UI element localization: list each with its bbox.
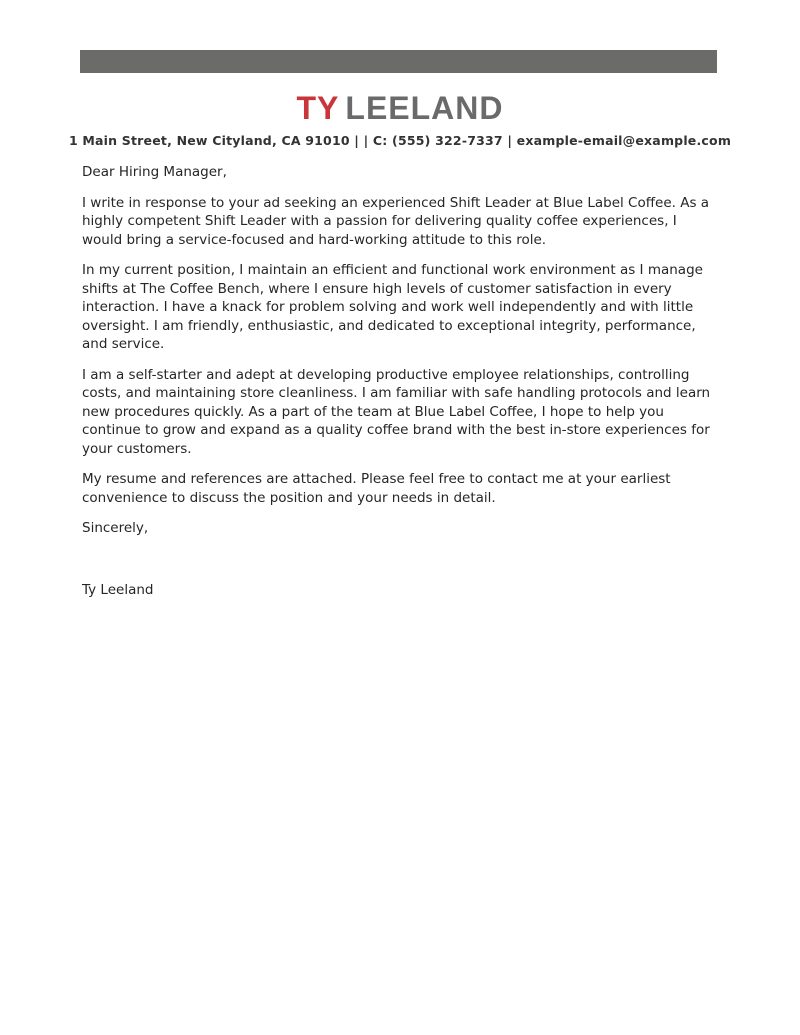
- signature-name: Ty Leeland: [82, 581, 154, 598]
- closing: Sincerely,: [82, 520, 149, 536]
- salutation: Dear Hiring Manager,: [82, 164, 227, 180]
- applicant-first-name: TY: [296, 90, 340, 126]
- paragraph-skills: I am a self-starter and adept at developing productive employee relationships, controlling costs, and maintaining store cleanliness. I am familiar with safe handling protocols and learn new procedures quickly. As a part of the team at Blue Label Coffee, I hope to help you continue to grow and expand as a quality coffee brand with the best in-store experiences for your customers.: [82, 366, 711, 457]
- contact-info-line: 1 Main Street, New Cityland, CA 91010 | | C: (555) 322-7337 | example-email@example.com: [68, 133, 732, 148]
- paragraph-current-position: In my current position, I maintain an efficient and functional work environment as I manage shifts at The Coffee Bench, where I ensure high levels of customer satisfaction in every interaction. I have a knack for problem solving and work well independently and with little oversight. I am friendly, enthusiastic, and dedicated to exceptional integrity, performance, and service.: [82, 262, 703, 352]
- paragraph-intro: I write in response to your ad seeking an experienced Shift Leader at Blue Label Coffee. As a highly competent Shift Leader with a passion for delivering quality coffee experiences, I would bring a service-focused and hard-working attitude to this role.: [82, 194, 710, 248]
- paragraph-resume-attached: My resume and references are attached. Please feel free to contact me at your earliest convenience to discuss the position and your needs in detail.: [82, 471, 671, 506]
- applicant-last-name: LEELAND: [345, 90, 504, 126]
- applicant-name: [0, 90, 800, 126]
- letter-body: [82, 163, 714, 611]
- header-accent-bar: [80, 50, 717, 73]
- letter-header: [0, 90, 800, 148]
